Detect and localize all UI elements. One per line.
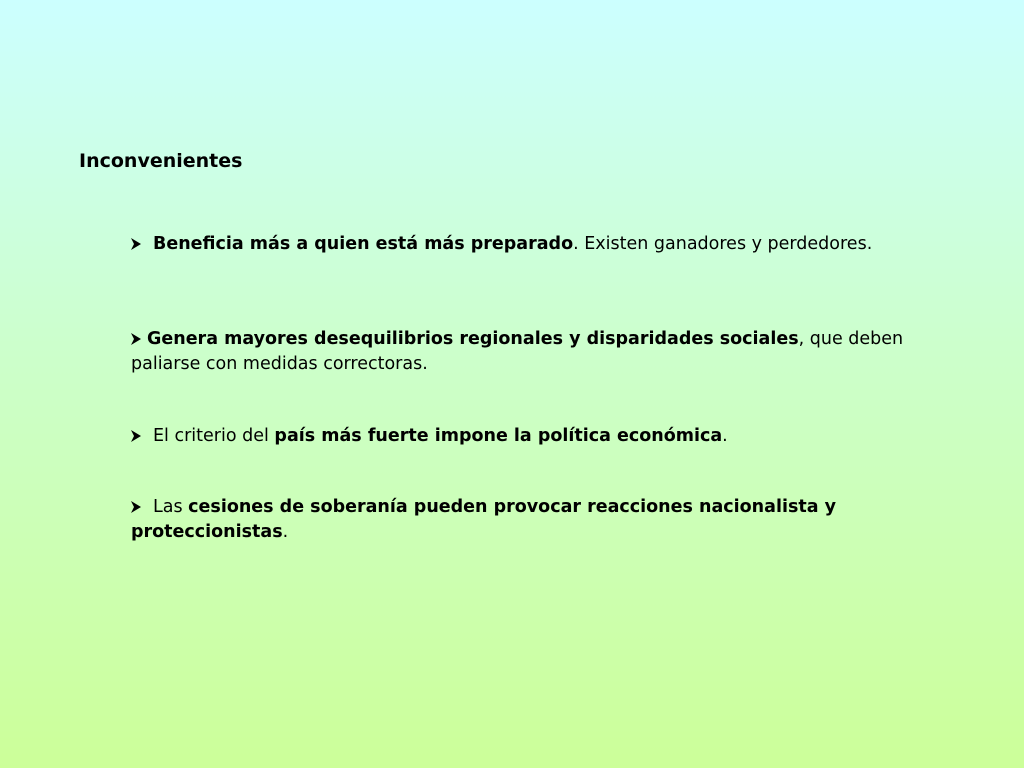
arrowhead-bullet-icon (131, 430, 141, 442)
bullet-4-bold-text: cesiones de soberanía pueden provocar reacciones nacionalista y proteccionistas (131, 497, 837, 542)
bullet-item-1 (131, 232, 921, 257)
slide-title: Inconvenientes (79, 150, 243, 172)
bullet-1-text: . Existen ganadores y perdedores. (573, 234, 873, 254)
bullet-4-text-start: Las (153, 497, 189, 517)
arrowhead-bullet-icon (131, 333, 141, 345)
arrowhead-bullet-icon (131, 238, 141, 250)
bullet-3-bold-text: país más fuerte impone la política económica (274, 426, 723, 446)
bullet-item-4 (131, 495, 921, 545)
bullet-item-2 (131, 327, 921, 377)
bullet-item-3 (131, 424, 921, 449)
bullet-2-bold-text: Genera mayores desequilibrios regionales y disparidades sociales (147, 329, 799, 349)
bullet-4-text-end: . (282, 522, 289, 542)
bullet-1-bold-text: Beneficia más a quien está más preparado (153, 234, 574, 254)
bullet-2-text: , que deben paliarse con medidas correctoras. (131, 329, 904, 374)
arrowhead-bullet-icon (131, 501, 141, 513)
bullet-3-text-start: El criterio del (153, 426, 275, 446)
bullet-3-text-end: . (722, 426, 728, 446)
